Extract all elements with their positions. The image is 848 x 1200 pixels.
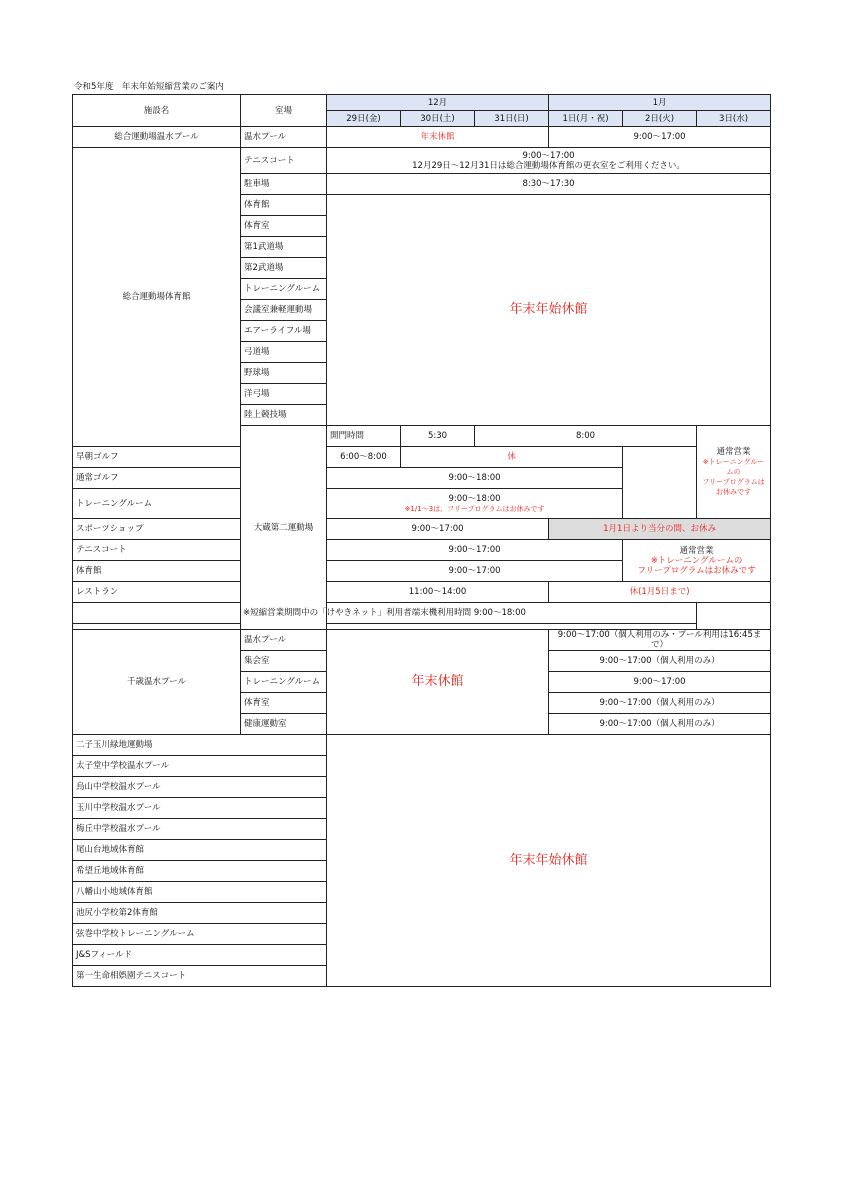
document-title: 令和5年度 年末年始短縮営業のご案内 bbox=[74, 82, 224, 92]
room-name: 第2武道場 bbox=[241, 258, 327, 279]
facility-name: 尾山台地域体育館 bbox=[73, 840, 327, 861]
facility-name: 池尻小学校第2体育館 bbox=[73, 903, 327, 924]
room-name: 陸上競技場 bbox=[241, 405, 327, 426]
facility-name: 梅丘中学校温水プール bbox=[73, 819, 327, 840]
terminal-note: ※短縮営業期間中の「けやきネット」利用者端末機利用時間 9:00～18:00 bbox=[73, 603, 697, 624]
room-name: 弓道場 bbox=[241, 342, 327, 363]
header-day: 31日(日) bbox=[475, 111, 549, 127]
room-name: 体育室 bbox=[241, 693, 327, 714]
room-name: 会議室兼軽運動場 bbox=[241, 300, 327, 321]
table-row bbox=[73, 735, 771, 756]
header-day: 3日(水) bbox=[697, 111, 771, 127]
room-name: 温水プール bbox=[241, 630, 327, 651]
hours-cell: 5:30 bbox=[401, 426, 475, 447]
facility-name: 烏山中学校温水プール bbox=[73, 777, 327, 798]
closed-cell: 1月1日より当分の間、お休み bbox=[549, 519, 771, 540]
header-day: 29日(金) bbox=[327, 111, 401, 127]
facility-name: 総合運動場体育館 bbox=[73, 148, 241, 447]
room-name: 洋弓場 bbox=[241, 384, 327, 405]
facility-name: 八幡山小地域体育館 bbox=[73, 882, 327, 903]
room-name: テニスコート bbox=[241, 148, 327, 174]
closed-cell: 年末年始休館 bbox=[327, 195, 771, 426]
table-row bbox=[73, 630, 771, 651]
closed-cell: 年末年始休館 bbox=[327, 735, 771, 987]
header-facility: 施設名 bbox=[73, 95, 241, 127]
room-name: トレーニングルーム bbox=[73, 489, 241, 519]
facility-name: 第一生命相娯園テニスコート bbox=[73, 966, 327, 987]
hours-cell: 9:00～18:00 bbox=[327, 468, 623, 489]
room-name: 体育室 bbox=[241, 216, 327, 237]
hours-cell: 9:00～17:00 bbox=[549, 127, 771, 148]
normal-ops-note: フリープログラムはお休みです bbox=[702, 478, 765, 496]
room-name: 体育館 bbox=[241, 195, 327, 216]
hours-text: 9:00～17:00 bbox=[522, 150, 575, 161]
room-name: レストラン bbox=[73, 582, 241, 603]
normal-ops-note: ※トレーニングルームの bbox=[702, 458, 765, 476]
header-day: 30日(土) bbox=[401, 111, 475, 127]
header-month-jan: 1月 bbox=[549, 95, 771, 111]
facility-name: 太子堂中学校温水プール bbox=[73, 756, 327, 777]
header-day: 1日(月・祝) bbox=[549, 111, 623, 127]
table-row bbox=[73, 127, 771, 148]
room-name: 駐車場 bbox=[241, 174, 327, 195]
facility-name: 玉川中学校温水プール bbox=[73, 798, 327, 819]
normal-ops-cell bbox=[623, 540, 771, 582]
room-name: 温水プール bbox=[241, 127, 327, 148]
room-name: 開門時間 bbox=[327, 426, 401, 447]
room-name: エアーライフル場 bbox=[241, 321, 327, 342]
normal-ops-title: 通常営業 bbox=[716, 447, 751, 457]
table-row bbox=[73, 540, 771, 561]
room-name: 通常ゴルフ bbox=[73, 468, 241, 489]
header-row-months bbox=[73, 95, 771, 111]
room-name: 体育館 bbox=[73, 561, 241, 582]
hours-cell: 9:00～17:00 bbox=[549, 672, 771, 693]
note-text: 12月29日～12月31日は総合運動場体育館の更衣室をご利用ください。 bbox=[412, 160, 685, 171]
closed-cell: 年末休館 bbox=[327, 127, 549, 148]
facility-name: 千歳温水プール bbox=[73, 630, 241, 735]
normal-ops-title: 通常営業 bbox=[679, 545, 714, 556]
hours-cell: 9:00～17:00（個人利用のみ） bbox=[549, 651, 771, 672]
hours-cell: 6:00～8:00 bbox=[327, 447, 401, 468]
facility-name: J&Sフィールド bbox=[73, 945, 327, 966]
facility-name: 希望丘地域体育館 bbox=[73, 861, 327, 882]
room-name: 第1武道場 bbox=[241, 237, 327, 258]
hours-cell: 9:00～17:00 bbox=[327, 561, 623, 582]
room-name: 集会室 bbox=[241, 651, 327, 672]
facility-name: 二子玉川緑地運動場 bbox=[73, 735, 327, 756]
facility-name: 総合運動場温水プール bbox=[73, 127, 241, 148]
room-name: 早朝ゴルフ bbox=[73, 447, 241, 468]
closed-cell: 休 bbox=[401, 447, 623, 468]
hours-cell: 9:00～17:00（個人利用のみ） bbox=[549, 693, 771, 714]
room-name: 健康運動室 bbox=[241, 714, 327, 735]
hours-cell: 8:30～17:30 bbox=[327, 174, 771, 195]
hours-cell bbox=[327, 489, 623, 519]
header-month-dec: 12月 bbox=[327, 95, 549, 111]
table-row bbox=[73, 603, 771, 624]
table-row bbox=[73, 489, 771, 519]
facility-name: 弦巻中学校トレーニングルーム bbox=[73, 924, 327, 945]
table-row bbox=[73, 519, 771, 540]
header-day: 2日(火) bbox=[623, 111, 697, 127]
hours-cell bbox=[327, 148, 771, 174]
table-row bbox=[73, 148, 771, 174]
hours-cell: 9:00～17:00 bbox=[327, 519, 549, 540]
room-name: トレーニングルーム bbox=[241, 672, 327, 693]
room-name: スポーツショップ bbox=[73, 519, 241, 540]
room-name: トレーニングルーム bbox=[241, 279, 327, 300]
hours-cell: 9:00～17:00（個人利用のみ） bbox=[549, 714, 771, 735]
closed-cell: 休(1月5日まで) bbox=[549, 582, 771, 603]
hours-text: 9:00～18:00 bbox=[448, 493, 501, 504]
hours-cell: 9:00～17:00 bbox=[327, 540, 623, 561]
note-text: ※1/1～3は、フリープログラムはお休みです bbox=[404, 504, 545, 513]
hours-cell: 9:00～17:00（個人利用のみ・プール利用は16:45まで） bbox=[549, 630, 771, 651]
room-name: テニスコート bbox=[73, 540, 241, 561]
hours-cell: 11:00～14:00 bbox=[327, 582, 549, 603]
room-name: 野球場 bbox=[241, 363, 327, 384]
closed-cell: 年末休館 bbox=[327, 630, 549, 735]
table-row bbox=[73, 447, 771, 468]
facility-name: 大蔵第二運動場 bbox=[241, 426, 327, 630]
table-row bbox=[73, 468, 771, 489]
normal-ops-cell bbox=[697, 426, 771, 519]
normal-ops-note: ※トレーニングルームの bbox=[650, 555, 743, 566]
hours-cell: 8:00 bbox=[475, 426, 697, 447]
normal-ops-note: フリープログラムはお休みです bbox=[637, 565, 756, 576]
schedule-table bbox=[72, 94, 771, 987]
table-row bbox=[73, 582, 771, 603]
header-room: 室場 bbox=[241, 95, 327, 127]
